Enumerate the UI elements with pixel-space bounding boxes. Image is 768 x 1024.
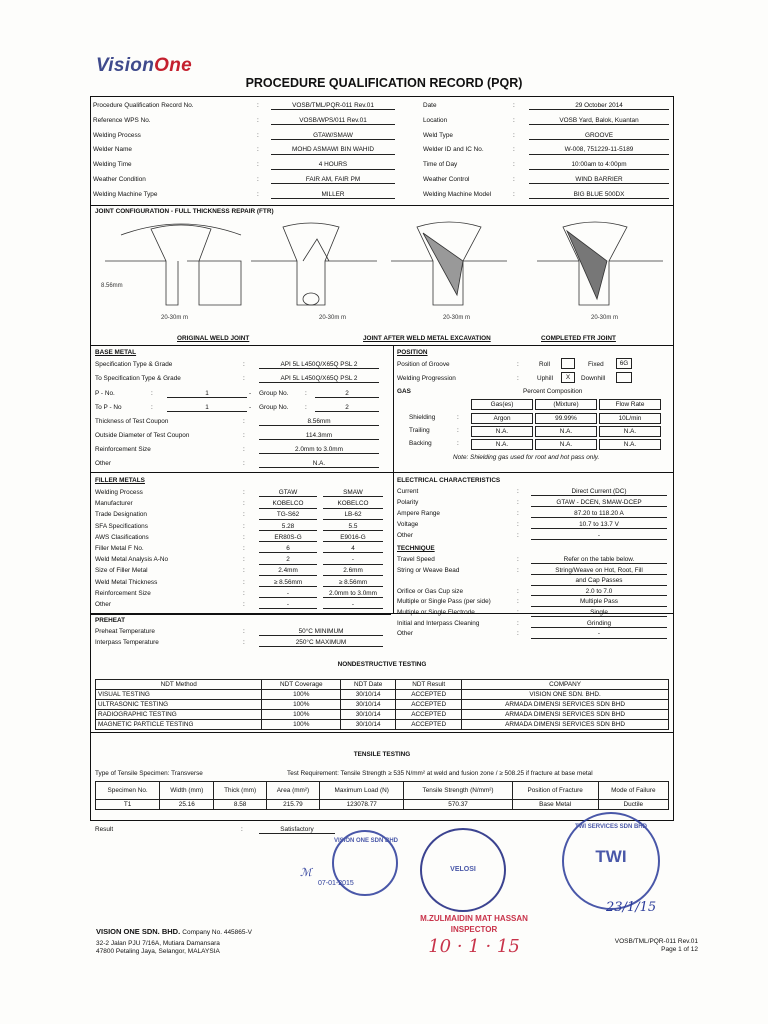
electrical-label: Ampere Range bbox=[397, 510, 440, 517]
group-no-value: 2 bbox=[315, 391, 379, 398]
spec-to-value: API 5L L450Q/X65Q PSL 2 bbox=[259, 376, 379, 383]
logo-text: Vision bbox=[96, 55, 155, 76]
table-cell: ARMADA DIMENSI SERVICES SDN BHD bbox=[462, 710, 669, 720]
colon: : bbox=[257, 146, 259, 154]
colon: : bbox=[243, 556, 245, 564]
spec-to-label: To Specification Type & Grade bbox=[95, 375, 181, 382]
gas-cell: N.A. bbox=[471, 439, 533, 450]
preheat-label: Preheat Temperature bbox=[95, 628, 155, 635]
colon: : bbox=[517, 499, 519, 506]
reinf-value: 2.0mm to 3.0mm bbox=[259, 447, 379, 454]
table-header-cell: Position of Fracture bbox=[512, 782, 598, 800]
composition-title: Percent Composition bbox=[523, 388, 583, 395]
table-cell: 30/10/14 bbox=[341, 700, 396, 710]
colon: : bbox=[517, 619, 519, 627]
table-cell: Base Metal bbox=[512, 800, 598, 810]
to-p-no-label: To P - No bbox=[95, 404, 122, 411]
filler-gtaw: 2.4mm bbox=[259, 568, 317, 575]
table-header-cell: NDT Result bbox=[396, 680, 462, 690]
electrical-label: Other bbox=[397, 532, 413, 539]
technique-label: Orifice or Gas Cup size bbox=[397, 587, 464, 595]
table-cell: 100% bbox=[262, 700, 341, 710]
technique-heading: TECHNIQUE bbox=[397, 545, 435, 552]
technique-label: Other bbox=[397, 630, 413, 638]
filler-label: Other bbox=[95, 601, 111, 608]
filler-label: Weld Metal Analysis A-No bbox=[95, 556, 169, 564]
downhill-checkbox bbox=[616, 372, 632, 383]
table-cell: T1 bbox=[96, 800, 160, 810]
table-header-cell: Width (mm) bbox=[160, 782, 214, 800]
page-number: Page 1 of 12 bbox=[661, 946, 698, 953]
inspector-title: INSPECTOR bbox=[450, 925, 498, 934]
tensile-requirement: Test Requirement: Tensile Strength ≥ 535 N/mm² at weld and fusion zone / ≥ 508.25 if fracture at base metal bbox=[287, 770, 593, 777]
colon: : bbox=[457, 414, 459, 421]
group-label: Group No. bbox=[259, 390, 289, 397]
electrical-value: Direct Current (DC) bbox=[531, 489, 667, 496]
table-row bbox=[96, 800, 669, 810]
table-header-cell: Maximum Load (N) bbox=[320, 782, 404, 800]
footer-company bbox=[96, 928, 252, 937]
info-value: VOSB Yard, Balok, Kuantan bbox=[529, 118, 669, 125]
table-cell: 30/10/14 bbox=[341, 710, 396, 720]
table-cell: 100% bbox=[262, 690, 341, 700]
gas-heading: GAS bbox=[397, 388, 411, 395]
colon: : bbox=[517, 532, 519, 539]
to-group-no-value: 2 bbox=[315, 405, 379, 412]
info-label: Welding Machine Type bbox=[93, 190, 158, 198]
twi-stamp bbox=[562, 812, 660, 910]
info-value: FAIR AM, FAIR PM bbox=[271, 177, 395, 184]
info-label: Welding Machine Model bbox=[423, 190, 492, 198]
colon: : bbox=[457, 440, 459, 447]
technique-value: Single bbox=[531, 610, 667, 617]
technique-label: String or Weave Bead bbox=[397, 566, 460, 574]
filler-label: Size of Filler Metal bbox=[95, 567, 148, 575]
table-cell: ACCEPTED bbox=[396, 700, 462, 710]
tensile-type: Type of Tensile Specimen: Transverse bbox=[95, 770, 203, 777]
colon: : bbox=[243, 489, 245, 496]
svg-text:8.56mm: 8.56mm bbox=[101, 283, 123, 289]
excavated-joint-sketch bbox=[251, 223, 377, 321]
ndt-table bbox=[95, 679, 669, 730]
info-value: GTAW/SMAW bbox=[271, 133, 395, 140]
gas-row-label: Shielding bbox=[409, 414, 436, 421]
gas-cell: N.A. bbox=[471, 426, 533, 437]
info-label: Weld Type bbox=[423, 131, 453, 139]
table-cell: ULTRASONIC TESTING bbox=[96, 700, 262, 710]
reinf-label: Reinforcement Size bbox=[95, 446, 151, 453]
gas-cell: N.A. bbox=[535, 439, 597, 450]
electrical-heading: ELECTRICAL CHARACTERISTICS bbox=[397, 477, 501, 484]
table-cell: 123078.77 bbox=[320, 800, 404, 810]
table-cell: ARMADA DIMENSI SERVICES SDN BHD bbox=[462, 700, 669, 710]
colon: : bbox=[517, 598, 519, 606]
table-header-cell: Area (mm²) bbox=[266, 782, 319, 800]
filler-gtaw: ≥ 8.56mm bbox=[259, 580, 317, 587]
colon: : bbox=[257, 190, 259, 198]
table-cell: 100% bbox=[262, 720, 341, 730]
divider bbox=[91, 472, 673, 473]
info-value: W-008, 751229-11-5189 bbox=[529, 147, 669, 154]
table-header-cell: Mode of Failure bbox=[598, 782, 668, 800]
filler-smaw: KOBELCO bbox=[323, 501, 383, 508]
filler-gtaw: TG-S62 bbox=[259, 512, 317, 519]
joint-diagrams bbox=[91, 215, 673, 333]
info-value: BIG BLUE 500DX bbox=[529, 192, 669, 199]
divider bbox=[393, 345, 394, 613]
uphill-label: Uphill bbox=[537, 375, 553, 382]
colon: : bbox=[243, 639, 245, 646]
filler-gtaw: KOBELCO bbox=[259, 501, 317, 508]
svg-text:20-30m m: 20-30m m bbox=[161, 315, 189, 321]
info-value: WIND BARRIER bbox=[529, 177, 669, 184]
table-header-cell: NDT Coverage bbox=[262, 680, 341, 690]
logo-text-accent: One bbox=[154, 55, 192, 76]
preheat-heading: PREHEAT bbox=[95, 617, 126, 624]
table-cell: 8.58 bbox=[214, 800, 267, 810]
table-cell: VISUAL TESTING bbox=[96, 690, 262, 700]
company-logo bbox=[96, 55, 192, 77]
filler-gtaw: 5.28 bbox=[259, 524, 317, 531]
table-cell: VISION ONE SDN. BHD. bbox=[462, 690, 669, 700]
colon: : bbox=[517, 510, 519, 517]
colon: : bbox=[257, 176, 259, 183]
table-header-cell: Specimen No. bbox=[96, 782, 160, 800]
electrical-label: Current bbox=[397, 488, 419, 495]
table-header-row bbox=[96, 680, 669, 690]
stamp-text: TWI SERVICES SDN BHD bbox=[575, 824, 647, 830]
inspector-name: M.ZULMAIDIN MAT HASSAN bbox=[420, 914, 528, 923]
filler-smaw: - bbox=[323, 602, 383, 609]
p-no-value: 1 bbox=[167, 391, 247, 398]
colon: : bbox=[243, 601, 245, 608]
table-header-cell: COMPANY bbox=[462, 680, 669, 690]
original-weld-joint-sketch bbox=[101, 224, 241, 321]
filler-smaw: - bbox=[323, 557, 383, 564]
colon: : bbox=[517, 566, 519, 574]
tensile-table bbox=[95, 781, 669, 810]
roll-label: Roll bbox=[539, 361, 551, 368]
info-value: 4 HOURS bbox=[271, 162, 395, 169]
gas-cell: N.A. bbox=[599, 439, 661, 450]
p-no-label: P - No. bbox=[95, 390, 115, 397]
stamp-text: VISION ONE SDN BHD bbox=[334, 838, 399, 844]
electrical-value: 10.7 to 13.7 V bbox=[531, 522, 667, 529]
colon: : bbox=[257, 161, 259, 169]
filler-label: Manufacturer bbox=[95, 500, 133, 508]
filler-heading: FILLER METALS bbox=[95, 477, 145, 484]
technique-label: Multiple or Single Pass (per side) bbox=[397, 598, 491, 606]
inspector-date: 10 · 1 · 15 bbox=[428, 936, 520, 957]
table-header-cell: Tensile Strength (N/mm²) bbox=[404, 782, 512, 800]
colon: : bbox=[243, 545, 245, 552]
gas-header: Gas(es) bbox=[471, 399, 533, 410]
od-value: 114.3mm bbox=[259, 433, 379, 440]
table-header-row bbox=[96, 782, 669, 800]
svg-text:20-30m m: 20-30m m bbox=[319, 315, 347, 321]
preheat-value: 50°C MINIMUM bbox=[259, 629, 383, 636]
roll-checkbox bbox=[561, 358, 575, 369]
address-line-2: 47800 Petaling Jaya, Selangor, MALAYSIA bbox=[96, 948, 220, 955]
gas-header: Flow Rate bbox=[599, 399, 661, 410]
preheat-label: Interpass Temperature bbox=[95, 639, 159, 646]
thickness-label: Thickness of Test Coupon bbox=[95, 418, 169, 425]
technique-value: Refer on the table below. bbox=[531, 557, 667, 564]
filler-label: AWS Clasifications bbox=[95, 533, 149, 541]
spec-from-label: Specification Type & Grade bbox=[95, 361, 173, 368]
info-value: 29 October 2014 bbox=[529, 103, 669, 110]
ndt-heading: NONDESTRUCTIVE TESTING bbox=[337, 661, 427, 668]
table-row bbox=[96, 690, 669, 700]
table-cell: 100% bbox=[262, 710, 341, 720]
filler-smaw: 5.5 bbox=[323, 524, 383, 531]
signature-1: ℳ bbox=[300, 866, 312, 879]
colon: : bbox=[513, 102, 515, 109]
filler-gtaw: GTAW bbox=[259, 490, 317, 497]
downhill-label: Downhill bbox=[581, 375, 606, 382]
company-no: Company No. 445865-V bbox=[182, 929, 253, 936]
filler-label: Reinforcement Size bbox=[95, 589, 151, 597]
colon: : bbox=[243, 578, 245, 586]
svg-text:20-30m m: 20-30m m bbox=[443, 315, 471, 321]
od-label: Outside Diameter of Test Coupon bbox=[95, 432, 190, 439]
velosi-stamp bbox=[420, 828, 506, 912]
technique-label: Initial and Interpass Cleaning bbox=[397, 619, 480, 627]
colon: : bbox=[457, 427, 459, 434]
info-label: Date bbox=[423, 102, 437, 109]
filler-smaw: 2.0mm to 3.0mm bbox=[323, 591, 383, 598]
technique-value: - bbox=[531, 631, 667, 638]
info-label: Welding Process bbox=[93, 131, 141, 139]
table-header-cell: NDT Date bbox=[341, 680, 396, 690]
stamp-text: VELOSI bbox=[450, 866, 476, 873]
thickness-value: 8.56mm bbox=[259, 419, 379, 426]
divider bbox=[91, 732, 673, 733]
colon: : bbox=[517, 630, 519, 638]
colon: : bbox=[243, 567, 245, 575]
colon: : bbox=[243, 500, 245, 508]
filler-smaw: 2.6mm bbox=[323, 568, 383, 575]
groove-label: Position of Groove bbox=[397, 361, 450, 368]
filler-smaw: ≥ 8.56mm bbox=[323, 580, 383, 587]
preheat-value: 250°C MAXIMUM bbox=[259, 640, 383, 647]
filler-smaw: 4 bbox=[323, 546, 383, 553]
filler-gtaw: 2 bbox=[259, 557, 317, 564]
caption-completed: COMPLETED FTR JOINT bbox=[541, 335, 616, 342]
info-label: Time of Day bbox=[423, 161, 458, 169]
colon: : bbox=[513, 161, 515, 169]
colon: : bbox=[243, 628, 245, 635]
table-cell: MAGNETIC PARTICLE TESTING bbox=[96, 720, 262, 730]
electrical-value: 87.20 to 118.20 A bbox=[531, 511, 667, 518]
info-value: GROOVE bbox=[529, 133, 669, 140]
table-header-cell: NDT Method bbox=[96, 680, 262, 690]
table-cell: ARMADA DIMENSI SERVICES SDN BHD bbox=[462, 720, 669, 730]
info-label: Weather Control bbox=[423, 176, 470, 183]
address-line-1: 32-2 Jalan PJU 7/16A, Mutiara Damansara bbox=[96, 940, 220, 947]
colon: : bbox=[243, 522, 245, 530]
colon: : bbox=[243, 589, 245, 597]
company-name: VISION ONE SDN. BHD. bbox=[96, 927, 181, 936]
info-value: VOSB/TML/PQR-011 Rev.01 bbox=[271, 103, 395, 110]
base-metal-heading: BASE METAL bbox=[95, 349, 137, 356]
filler-label: Weld Metal Thickness bbox=[95, 578, 158, 586]
doc-number: VOSB/TML/PQR-011 Rev.01 bbox=[614, 938, 698, 945]
caption-original: ORIGINAL WELD JOINT bbox=[177, 335, 250, 342]
electrical-value: GTAW - DCEN, SMAW-DCEP bbox=[531, 500, 667, 507]
info-label: Welder Name bbox=[93, 146, 132, 154]
colon: : bbox=[513, 116, 515, 124]
gas-cell: N.A. bbox=[599, 426, 661, 437]
info-value: 10:00am to 4:00pm bbox=[529, 162, 669, 169]
table-cell: 215.79 bbox=[266, 800, 319, 810]
completed-ftr-joint-sketch bbox=[391, 222, 507, 321]
other-label: Other bbox=[95, 460, 111, 467]
colon: : bbox=[513, 190, 515, 198]
info-value: VOSB/WPS/011 Rev.01 bbox=[271, 118, 395, 125]
colon: : bbox=[517, 556, 519, 563]
table-cell: ACCEPTED bbox=[396, 690, 462, 700]
colon: : bbox=[517, 609, 519, 616]
table-cell: Ductile bbox=[598, 800, 668, 810]
colon: : bbox=[513, 176, 515, 183]
gas-row-label: Trailing bbox=[409, 427, 430, 434]
table-cell: 570.37 bbox=[404, 800, 512, 810]
colon: : bbox=[517, 488, 519, 495]
colon: : bbox=[517, 587, 519, 595]
table-header-cell: Thick (mm) bbox=[214, 782, 267, 800]
electrical-label: Voltage bbox=[397, 521, 419, 528]
filler-label: Trade Designation bbox=[95, 511, 147, 519]
technique-value: Grinding bbox=[531, 621, 667, 628]
colon: : bbox=[513, 146, 515, 154]
fixed-checkbox: 6G bbox=[616, 358, 632, 369]
info-label: Location bbox=[423, 116, 448, 124]
pqr-form: Procedure Qualification Record No. : VOSB/TML/PQR-011 Rev.01 Date : 29 October 2014 Reference WPS No. : VOSB/WPS/011 Rev.01 Location : VOSB Yard, Balok, Kuantan Welding Process : GTAW/SMAW Weld Type : GROOVE Welder Name : MOHD ASMAWI BIN WAHID Welder ID and IC No. : W-008, 751229-11-5189 Welding Time : 4 HOURS Time of Day : 10:00am to 4:00pm Weather Condition : FAIR AM, FAIR PM Weather Control : WIND BARRIER Welding Machine Type : MILLER Welding Machine Model : BIG BLUE 500DX JOINT CONFIGURATION - FULL THICKNESS REPAIR (FTR) 8.56mm 20-30m m 20-30m m 20-30m m 20-30m m ORIGINAL WELD JOINT JOINT AFTER WELD METAL EXCAVATION COMPLETED FTR JOINT BASE METAL Specification Type & Grade : API 5L L450Q/X65Q PSL 2 To Specification Type & Grade : API 5L L450Q/X65Q PSL 2 P - No. : 1 - Group No. : 2 To P - No : 1 - Group No. : 2 Thickness of Test Coupon : 8.56mm Outside Diameter of Test Coupon : 114.3mm Reinforcement Size : 2.0mm to 3.0mm Other : N.A. POSITION Position of Groove : Roll Fixed 6G Welding Progression : Uphill X Downhill GAS Percent Composition Gas(es) (Mixture) Flow Rate Shielding : Argon 99.99% 10L/min Trailing : N.A. N.A. N.A. Backing : N.A. N.A. N.A. Note: Shielding gas used for root and hot pass only. FILLER METALS Welding Process : GTAW SMAW Manufacturer : KOBELCO KOBELCO Trade Designation : TG-S62 LB-62 SFA Specifications : 5.28 5.5 AWS Clasifications : ER80S-G E9016-G Filler Metal F No. : 6 4 Weld Metal Analysis A-No : 2 - Size of Filler Metal : 2.4mm 2.6mm Weld Metal Thickness : ≥ 8.56mm ≥ 8.56mm Reinforcement Size : - 2.0mm to 3.0mm Other : - - ELECTRICAL CHARACTERISTICS Current : Direct Current (DC) Polarity : GTAW - DCEN, SMAW-DCEP Ampere Range : 87.20 to 118.20 A Voltage : 10.7 to 13.7 V Other : - TECHNIQUE Travel Speed : Refer on the table below. String or Weave Bead : String/Weave on Hot, Root, Fill and Cap Passes Orifice or Gas Cup size : 2.0 to 7.0 Multiple or Single Pass (per side) : Multiple Pass Multiple or Single Electrode : Single Initial and Interpass Cleaning : Grinding Other : - PREHEAT Preheat Temperature : 50°C MINIMUM Interpass Temperature : 250°C MAXIMUM NONDESTRUCTIVE TESTING NDT Method NDT Coverage NDT Date NDT Result COMPANY VISUAL TESTING 100% 30/10/14 ACCEPTED VISION ONE SDN. BHD. ULTRASONIC TESTING 100% 30/10/14 ACCEPTED ARMADA DIMENSI SERVICES SDN BHD RADIOGRAPHIC TESTING 100% 30/10/14 ACCEPTED ARMADA DIMENSI SERVICES SDN BHD MAGNETIC PARTICLE TESTING 100% 30/10/14 ACCEPTED ARMADA DIMENSI SERVICES SDN BHD TENSILE TESTING Type of Tensile Specimen: Transverse Test Requirement: Tensile Strength ≥ 535 N/mm² at weld and fusion zone / ≥ 508.25 if fracture at base metal Specimen No. Width (mm) Thick (mm) Area (mm²) Maximum Load (N) Tensile Strength (N/mm²) Position of Fracture Mode of Failure T1 25.16 8.58 215.79 123078.77 570.37 Base Metal Ductile Result : Satisfactory bbox=[90, 96, 674, 821]
gas-cell: 10L/min bbox=[599, 413, 661, 424]
colon: : bbox=[513, 131, 515, 139]
technique-value: 2.0 to 7.0 bbox=[531, 589, 667, 596]
info-value: MOHD ASMAWI BIN WAHID bbox=[271, 147, 395, 154]
to-p-no-value: 1 bbox=[167, 405, 247, 412]
gas-header: (Mixture) bbox=[535, 399, 597, 410]
fixed-label: Fixed bbox=[588, 361, 604, 368]
position-heading: POSITION bbox=[397, 349, 428, 356]
table-cell: ACCEPTED bbox=[396, 710, 462, 720]
info-label: Procedure Qualification Record No. bbox=[93, 102, 194, 109]
filler-smaw: SMAW bbox=[323, 490, 383, 497]
filler-smaw: LB-62 bbox=[323, 512, 383, 519]
filler-gtaw: - bbox=[259, 602, 317, 609]
filler-gtaw: - bbox=[259, 591, 317, 598]
divider bbox=[91, 205, 673, 206]
filler-gtaw: ER80S-G bbox=[259, 535, 317, 542]
joint-heading: JOINT CONFIGURATION - FULL THICKNESS REPAIR (FTR) bbox=[95, 208, 274, 215]
page-title: PROCEDURE QUALIFICATION RECORD (PQR) bbox=[245, 76, 523, 90]
technique-value: String/Weave on Hot, Root, Fill bbox=[531, 568, 667, 575]
colon: : bbox=[257, 116, 259, 124]
gas-cell: N.A. bbox=[535, 426, 597, 437]
group-label: Group No. bbox=[259, 404, 289, 411]
colon: : bbox=[257, 102, 259, 109]
tensile-heading: TENSILE TESTING bbox=[353, 751, 411, 758]
result-value: Satisfactory bbox=[259, 827, 335, 834]
electrical-label: Polarity bbox=[397, 499, 419, 506]
colon: : bbox=[517, 521, 519, 528]
filler-label: Welding Process bbox=[95, 489, 143, 496]
technique-label: Multiple or Single Electrode bbox=[397, 609, 475, 616]
technique-value: and Cap Passes bbox=[531, 578, 667, 585]
technique-label: Travel Speed bbox=[397, 556, 435, 563]
uphill-checkbox: X bbox=[561, 372, 575, 383]
gas-cell: 99.99% bbox=[535, 413, 597, 424]
info-label: Welding Time bbox=[93, 161, 132, 169]
colon: : bbox=[243, 533, 245, 541]
colon: : bbox=[243, 511, 245, 519]
table-row bbox=[96, 720, 669, 730]
table-row bbox=[96, 710, 669, 720]
spec-from-value: API 5L L450Q/X65Q PSL 2 bbox=[259, 362, 379, 369]
filler-smaw: E9016-G bbox=[323, 535, 383, 542]
gas-row-label: Backing bbox=[409, 440, 432, 447]
filler-label: Filler Metal F No. bbox=[95, 545, 144, 552]
gas-note: Note: Shielding gas used for root and hot pass only. bbox=[453, 454, 600, 461]
table-cell: RADIOGRAPHIC TESTING bbox=[96, 710, 262, 720]
stamp-date-3: 23/1/15 bbox=[606, 900, 657, 915]
info-label: Welder ID and IC No. bbox=[423, 146, 484, 154]
divider bbox=[91, 345, 673, 346]
filler-label: SFA Specifications bbox=[95, 522, 148, 530]
gas-cell: Argon bbox=[471, 413, 533, 424]
other-value: N.A. bbox=[259, 461, 379, 468]
info-label: Reference WPS No. bbox=[93, 116, 151, 124]
electrical-value: - bbox=[531, 533, 667, 540]
caption-excavation: JOINT AFTER WELD METAL EXCAVATION bbox=[363, 335, 491, 342]
progression-label: Welding Progression bbox=[397, 375, 456, 382]
info-label: Weather Condition bbox=[93, 176, 146, 183]
table-cell: 30/10/14 bbox=[341, 690, 396, 700]
info-value: MILLER bbox=[271, 192, 395, 199]
table-row bbox=[96, 700, 669, 710]
technique-value: Multiple Pass bbox=[531, 599, 667, 606]
svg-text:20-30m m: 20-30m m bbox=[591, 315, 619, 321]
completed-joint-sketch bbox=[537, 222, 663, 321]
filler-gtaw: 6 bbox=[259, 546, 317, 553]
result-label: Result bbox=[95, 826, 114, 833]
colon: : bbox=[257, 131, 259, 139]
table-cell: ACCEPTED bbox=[396, 720, 462, 730]
table-cell: 25.16 bbox=[160, 800, 214, 810]
table-cell: 30/10/14 bbox=[341, 720, 396, 730]
twi-mark: TWI bbox=[595, 847, 627, 866]
divider bbox=[91, 614, 391, 615]
stamp-date-1: 07-01-2015 bbox=[318, 880, 354, 887]
